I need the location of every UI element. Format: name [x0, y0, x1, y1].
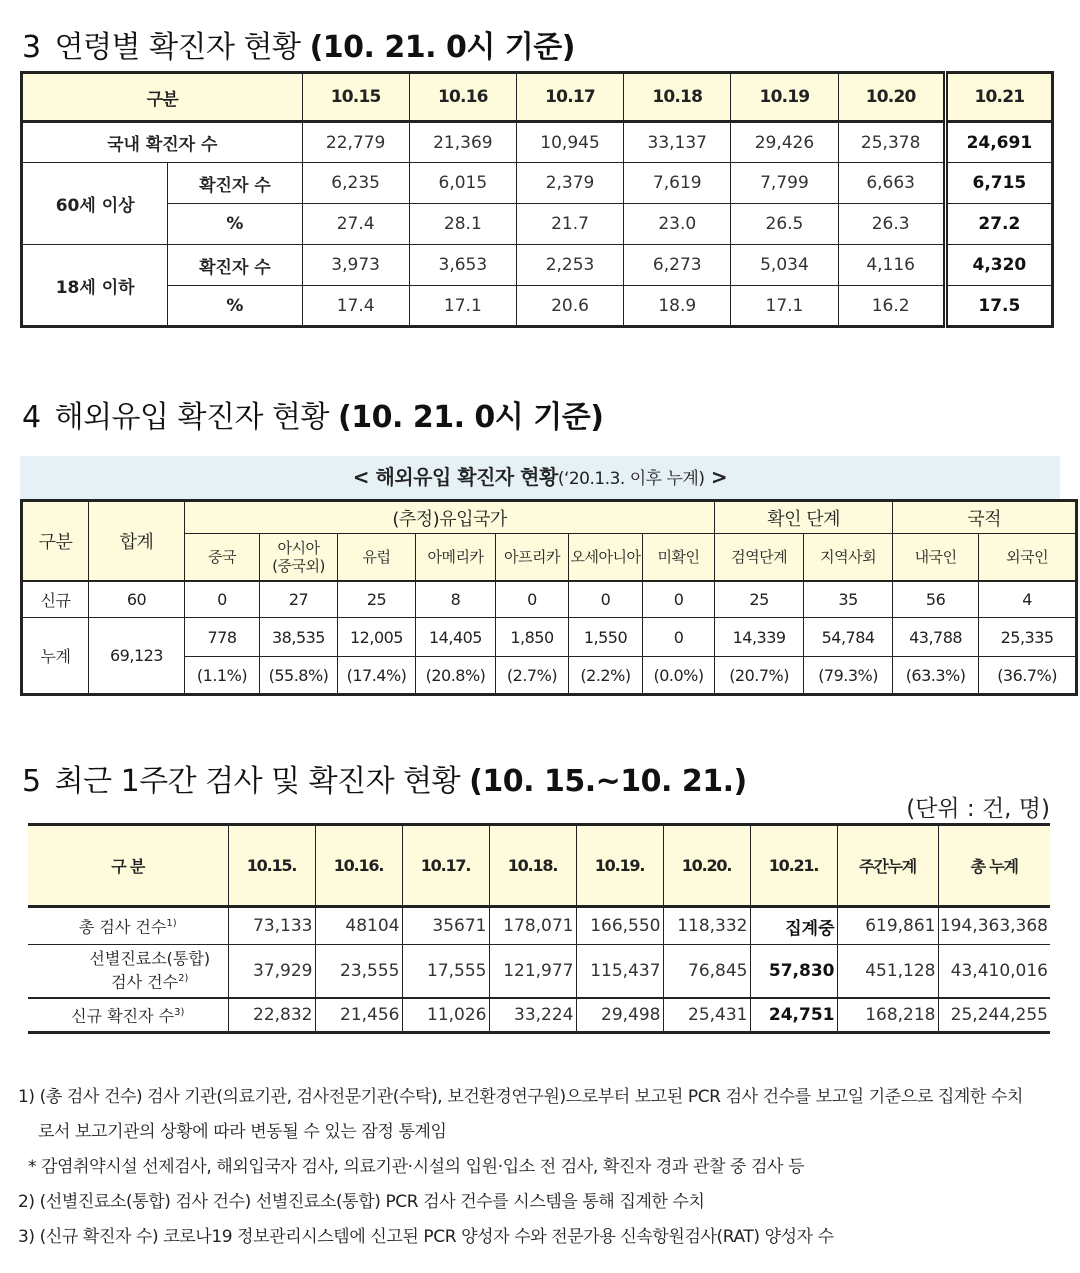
table-cell: 26.5 — [731, 204, 838, 245]
table-cell: 115,437 — [576, 945, 663, 998]
table-cell: 25,335 — [979, 618, 1077, 657]
table-cell-latest: 24,691 — [945, 122, 1052, 163]
table-cell: 6,015 — [409, 163, 516, 204]
header-origin-asia-line2: (중국외) — [272, 556, 325, 575]
footnote-1: 1) (총 검사 건수) 검사 기관(의료기관, 검사전문기관(수탁), 보건환경연구원)으로부터 보고된 PCR 검사 건수를 보고일 기준으로 집계한 수치 — [18, 1087, 1023, 1107]
header-date: 10.16. — [315, 825, 402, 907]
table-cell: 6,235 — [302, 163, 409, 204]
table-cell: 194,363,368 — [938, 907, 1050, 945]
table-row — [22, 163, 1053, 204]
header-stage-community: 지역사회 — [804, 534, 893, 581]
table-cell: 23,555 — [315, 945, 402, 998]
table-cell: 38,535 — [260, 618, 338, 657]
row-label-count: 확진자 수 — [168, 163, 302, 204]
header-date: 10.16 — [409, 73, 516, 122]
row-label-total-tests — [28, 907, 228, 945]
header-origin-asia-line1: 아시아 — [277, 538, 320, 557]
table-cell-latest: 24,751 — [750, 998, 837, 1033]
header-nationality: 국적 — [893, 501, 1077, 534]
table-cell: 6,663 — [838, 163, 945, 204]
row-label-pct: % — [168, 286, 302, 327]
header-stage-quarantine: 검역단계 — [715, 534, 804, 581]
table-cell: 7,619 — [624, 163, 731, 204]
table-cell: (20.8%) — [416, 657, 496, 695]
header-date: 10.17. — [402, 825, 489, 907]
table-cell: 60 — [89, 581, 185, 618]
row-label-text: 신규 확진자 수 — [71, 1006, 175, 1026]
table-cell: 69,123 — [89, 618, 185, 695]
table-row — [28, 907, 1050, 945]
row-label-text-line2: 검사 건수 — [111, 972, 179, 992]
table-cell: (1.1%) — [185, 657, 260, 695]
header-date: 10.21. — [750, 825, 837, 907]
table-cell: 27 — [260, 581, 338, 618]
row-label-text: 총 검사 건수 — [78, 917, 167, 937]
table-cell: 166,550 — [576, 907, 663, 945]
table-row — [22, 245, 1053, 286]
row-label-text: 선별진료소(통합) — [89, 949, 211, 969]
table-cell: 17.4 — [302, 286, 409, 327]
table-cell: 73,133 — [228, 907, 315, 945]
section3-title-text: 연령별 확진자 현황 — [54, 30, 301, 65]
table-cell: 8 — [416, 581, 496, 618]
footnote-2: 2) (선별진료소(통합) 검사 건수) 선별진료소(통합) PCR 검사 건수를 시스템을 통해 집계한 수치 — [18, 1192, 705, 1212]
table-cell: 0 — [643, 618, 715, 657]
table-cell: 778 — [185, 618, 260, 657]
table-cell-latest: 4,320 — [945, 245, 1052, 286]
table-cell: 3,973 — [302, 245, 409, 286]
table-cell: 6,273 — [624, 245, 731, 286]
header-date: 10.19. — [576, 825, 663, 907]
caption-end: > — [704, 465, 728, 489]
table-cell: 2,379 — [516, 163, 623, 204]
table-cell-latest: 6,715 — [945, 163, 1052, 204]
table-cell: 21.7 — [516, 204, 623, 245]
table-cell: 168,218 — [837, 998, 938, 1033]
caption-sub: (‘20.1.3. 이후 누계) — [557, 469, 705, 489]
table-cell: 10,945 — [516, 122, 623, 163]
table-cell: (63.3%) — [893, 657, 979, 695]
table-cell: (20.7%) — [715, 657, 804, 695]
table-cell: 121,977 — [489, 945, 576, 998]
footnote-ref: 2) — [178, 973, 189, 985]
header-category: 구 분 — [28, 825, 228, 907]
row-label-pct: % — [168, 204, 302, 245]
table-cell: 33,137 — [624, 122, 731, 163]
table-cell-latest: 집계중 — [750, 907, 837, 945]
table-cell: 25,431 — [663, 998, 750, 1033]
table-cell: 12,005 — [338, 618, 416, 657]
header-nation-foreign: 외국인 — [979, 534, 1077, 581]
row-label-count: 확진자 수 — [168, 245, 302, 286]
caption-main: < 해외유입 확진자 현황 — [352, 465, 558, 489]
footnote-3: 3) (신규 확진자 수) 코로나19 정보관리시스템에 신고된 PCR 양성자 수와 전문가용 신속항원검사(RAT) 양성자 수 — [18, 1227, 834, 1247]
table-cell: 28.1 — [409, 204, 516, 245]
section4-title-text: 해외유입 확진자 현황 — [54, 400, 329, 435]
table-cell: 25 — [715, 581, 804, 618]
imported-table-caption — [20, 456, 1060, 499]
section3-basis: (10. 21. 0시 기준) — [309, 30, 575, 65]
section4-basis: (10. 21. 0시 기준) — [338, 400, 604, 435]
table-cell: 43,410,016 — [938, 945, 1050, 998]
header-date: 10.15 — [302, 73, 409, 122]
table-cell: 14,405 — [416, 618, 496, 657]
table-cell: 21,456 — [315, 998, 402, 1033]
table-cell: (2.7%) — [496, 657, 569, 695]
header-date: 10.17 — [516, 73, 623, 122]
section5-basis: (10. 15.~10. 21.) — [469, 764, 747, 799]
table-cell: 37,929 — [228, 945, 315, 998]
footnote-1-cont: 로서 보고기관의 상황에 따라 변동될 수 있는 잠정 통계임 — [38, 1122, 447, 1142]
table-row — [22, 122, 1053, 163]
header-category: 구분 — [22, 73, 303, 122]
table-cell: (17.4%) — [338, 657, 416, 695]
table-row — [22, 204, 1053, 245]
table-cell: 54,784 — [804, 618, 893, 657]
table-cell: 5,034 — [731, 245, 838, 286]
header-origin: (추정)유입국가 — [185, 501, 715, 534]
header-date-latest: 10.21 — [945, 73, 1052, 122]
header-origin-oceania: 오세아니아 — [569, 534, 643, 581]
footnote-star: * 감염취약시설 선제검사, 해외입국자 검사, 의료기관·시설의 입원·입소 전 검사, 확진자 경과 관찰 중 검사 등 — [28, 1157, 805, 1177]
row-label-new: 신규 — [22, 581, 89, 618]
table-cell: 35671 — [402, 907, 489, 945]
header-origin-america: 아메리카 — [416, 534, 496, 581]
table-cell: 0 — [496, 581, 569, 618]
footnote-ref: 3) — [174, 1007, 185, 1019]
header-origin-africa: 아프리카 — [496, 534, 569, 581]
table-cell: 2,253 — [516, 245, 623, 286]
table-row-cumulative — [22, 618, 1077, 657]
table-cell: 76,845 — [663, 945, 750, 998]
header-total: 합계 — [89, 501, 185, 581]
table-cell: 35 — [804, 581, 893, 618]
table-cell: 29,426 — [731, 122, 838, 163]
table-cell-latest: 57,830 — [750, 945, 837, 998]
unit-label: (단위 : 건, 명) — [906, 796, 1050, 822]
table-cell: 451,128 — [837, 945, 938, 998]
table-cell: (55.8%) — [260, 657, 338, 695]
section5-title — [22, 756, 747, 800]
age-confirmed-table — [20, 71, 1054, 328]
table-cell: 21,369 — [409, 122, 516, 163]
table-cell: 11,026 — [402, 998, 489, 1033]
table-cell: (0.0%) — [643, 657, 715, 695]
section5-title-text: 최근 1주간 검사 및 확진자 현황 — [54, 764, 461, 799]
table-cell: 43,788 — [893, 618, 979, 657]
header-date: 10.20 — [838, 73, 945, 122]
header-date: 10.18. — [489, 825, 576, 907]
header-origin-unknown: 미확인 — [643, 534, 715, 581]
table-row — [22, 286, 1053, 327]
header-grand-total: 총 누계 — [938, 825, 1050, 907]
table-cell: 29,498 — [576, 998, 663, 1033]
section3-number: 3 — [22, 30, 41, 65]
header-stage: 확인 단계 — [715, 501, 893, 534]
table-cell: 17.1 — [409, 286, 516, 327]
table-cell: (36.7%) — [979, 657, 1077, 695]
table-cell: 7,799 — [731, 163, 838, 204]
table-cell: 1,550 — [569, 618, 643, 657]
table-row — [28, 998, 1050, 1033]
table-cell-latest: 17.5 — [945, 286, 1052, 327]
table-cell: 0 — [643, 581, 715, 618]
table-cell: 14,339 — [715, 618, 804, 657]
row-group-age18: 18세 이하 — [22, 245, 168, 327]
table-cell: (2.2%) — [569, 657, 643, 695]
header-category: 구분 — [22, 501, 89, 581]
table-cell: 25,244,255 — [938, 998, 1050, 1033]
table-cell: 25,378 — [838, 122, 945, 163]
table-cell: 4,116 — [838, 245, 945, 286]
header-date: 10.15. — [228, 825, 315, 907]
table-cell: 4 — [979, 581, 1077, 618]
table-cell: 26.3 — [838, 204, 945, 245]
table-cell: 118,332 — [663, 907, 750, 945]
imported-cases-table — [20, 499, 1078, 696]
table-cell: 619,861 — [837, 907, 938, 945]
table-cell: 3,653 — [409, 245, 516, 286]
header-date: 10.19 — [731, 73, 838, 122]
section3-title — [22, 22, 575, 66]
section5-number: 5 — [22, 764, 41, 799]
row-label-new-confirmed — [28, 998, 228, 1033]
table-row-new — [22, 581, 1077, 618]
table-cell: 48104 — [315, 907, 402, 945]
header-origin-asia — [260, 534, 338, 581]
table-cell: 16.2 — [838, 286, 945, 327]
footnote-ref: 1) — [166, 918, 177, 930]
table-cell: 27.4 — [302, 204, 409, 245]
header-origin-europe: 유럽 — [338, 534, 416, 581]
table-cell: 22,832 — [228, 998, 315, 1033]
header-date: 10.18 — [624, 73, 731, 122]
table-cell: 25 — [338, 581, 416, 618]
table-cell: 1,850 — [496, 618, 569, 657]
section4-title — [22, 392, 603, 436]
table-cell: 0 — [569, 581, 643, 618]
table-cell: 20.6 — [516, 286, 623, 327]
header-origin-china: 중국 — [185, 534, 260, 581]
table-cell: 0 — [185, 581, 260, 618]
table-cell: 23.0 — [624, 204, 731, 245]
section4-number: 4 — [22, 400, 41, 435]
header-weekly-total: 주간누계 — [837, 825, 938, 907]
table-row — [28, 945, 1050, 998]
table-cell: 22,779 — [302, 122, 409, 163]
row-label-screening-tests — [28, 945, 228, 998]
row-label-domestic: 국내 확진자 수 — [22, 122, 303, 163]
table-cell-latest: 27.2 — [945, 204, 1052, 245]
row-label-cumulative: 누계 — [22, 618, 89, 695]
row-group-age60: 60세 이상 — [22, 163, 168, 245]
table-cell: 33,224 — [489, 998, 576, 1033]
footnotes — [18, 1080, 1068, 1255]
weekly-tests-table — [28, 823, 1050, 1034]
table-cell: 17.1 — [731, 286, 838, 327]
table-cell: 17,555 — [402, 945, 489, 998]
table-cell: 18.9 — [624, 286, 731, 327]
header-nation-domestic: 내국인 — [893, 534, 979, 581]
header-date: 10.20. — [663, 825, 750, 907]
table-cell: (79.3%) — [804, 657, 893, 695]
table-cell: 178,071 — [489, 907, 576, 945]
table-cell: 56 — [893, 581, 979, 618]
